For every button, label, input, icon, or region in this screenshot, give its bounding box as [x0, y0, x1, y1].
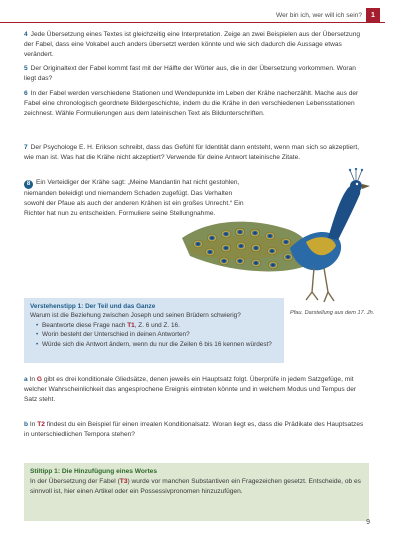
task-number: 6 — [24, 90, 28, 97]
task-number: 7 — [24, 144, 28, 151]
running-header — [276, 8, 380, 22]
task-text: In der Fabel werden verschiedene Stationen und Wendepunkte im Leben der Krähe nacherzählt. Mache aus der Fabel eine chronologisch geordnete Bildergeschichte, indem du die Krähe in den verschiedenen Lebensstationen zeichnest. Wähle Formulierungen aus dem lateinischen Text als Bildunterschriften. — [24, 90, 359, 118]
tip-title-prefix: Verstehenstipp 1: — [30, 303, 84, 310]
task-number: 4 — [24, 31, 28, 38]
task-text: In — [29, 421, 38, 428]
stiltipp-title: Stiltipp 1: Die Hinzufügung eines Wortes — [30, 468, 157, 475]
text-reference: T3 — [119, 478, 128, 486]
tip-item-text: Würde sich die Antwort ändern, wenn du nur die Zeilen 6 bis 16 kennen würdest? — [42, 340, 272, 348]
stiltipp-text-part: In der Übersetzung der Fabel ( — [30, 478, 120, 486]
task-letter: a — [24, 376, 28, 383]
tip-list-item — [36, 321, 278, 330]
header-rule — [0, 22, 385, 23]
tip-item-text: , Z. 6 und Z. 16. — [134, 321, 180, 329]
stiltipp-text — [30, 477, 363, 497]
tip-list-item — [36, 330, 278, 339]
tip-list — [30, 321, 278, 349]
task-text: Jede Übersetzung eines Textes ist gleichzeitig eine Interpretation. Zeige an zwei Beispielen aus der Übersetzung der Fabel, dass eine Vokabel auch anders übersetzt werden könnte und wie sich dadurch die Aussage etwas verändert. — [24, 31, 361, 59]
task-b — [24, 420, 369, 440]
text-reference: G — [36, 376, 42, 383]
page-number: 9 — [366, 519, 370, 526]
task-letter: b — [24, 421, 29, 428]
stiltipp-text-part: ) wurde vor manchen Substantiven ein Fragezeichen gesetzt. Entscheide, ob es sinnvoll ist, hier einen Artikel oder ein Possessivpronomen hinzuzufügen. — [30, 478, 361, 496]
task-text: In — [29, 376, 37, 383]
task-6 — [24, 89, 364, 120]
text-reference: T2 — [37, 421, 45, 428]
task-text: Der Originaltext der Fabel kommt fast mit der Hälfte der Wörter aus, die in der Übersetzung vorkommen. Woran liegt das? — [24, 65, 356, 83]
task-number: 5 — [24, 65, 28, 72]
peacock-illustration — [178, 168, 396, 308]
verstehenstipp-box — [24, 298, 284, 363]
tip-title-text: Der Teil und das Ganze — [85, 303, 156, 310]
task-5 — [24, 64, 364, 84]
task-text: findest du ein Beispiel für einen irrealen Konditionalsatz. Woran liegt es, dass die Prädikate des Hauptsatzes in unterschiedlichen Tempora stehen? — [24, 421, 364, 439]
chapter-title: Wer bin ich, wer will ich sein? — [276, 11, 362, 19]
chapter-number-badge: 1 — [366, 8, 380, 22]
tip-intro: Warum ist die Beziehung zwischen Joseph und seinen Brüdern schwierig? — [30, 312, 241, 320]
task-4 — [24, 30, 364, 61]
tip-item-text: Beantworte diese Frage nach — [42, 321, 128, 329]
tip-item-text: Worin besteht der Unterschied in deinen Antworten? — [42, 331, 190, 339]
text-reference: T1 — [127, 321, 135, 329]
task-text: gibt es drei konditionale Gliedsätze, denen jeweils ein Hauptsatz folgt. Überprüfe in jedem Satzgefüge, mit welcher Wahrscheinlichkeit das angesprochene Ereignis eintreten könnte und in welchem Modus und Tempus der Satz steht. — [24, 376, 357, 404]
image-caption: Pfau. Darstellung aus dem 17. Jh. — [290, 310, 375, 316]
task-text: Der Psychologe E. H. Erikson schreibt, dass das Gefühl für Identität dann entsteht, wenn man sich so akzeptiert, wie man ist. Was hat die Krähe nicht akzeptiert? Verwende für deine Antwort lateinische Zitate. — [24, 144, 360, 162]
task-text: Ein Verteidiger der Krähe sagt: „Meine Mandantin hat nicht gestohlen, niemanden beleidigt und niemandem Schaden zugefügt. Das Verhalten sowohl der Pfaue als auch der anderen Krähen ist ein großes Unrecht.“ Ein Richter hat nun zu entscheiden. Formuliere seine Stellungnahme. — [24, 179, 244, 217]
tip-list-item — [36, 340, 278, 349]
task-7 — [24, 143, 364, 163]
tip-heading — [30, 302, 278, 311]
task-number-circle: 8 — [24, 180, 33, 189]
stiltipp-box — [24, 463, 369, 521]
task-a — [24, 375, 369, 406]
